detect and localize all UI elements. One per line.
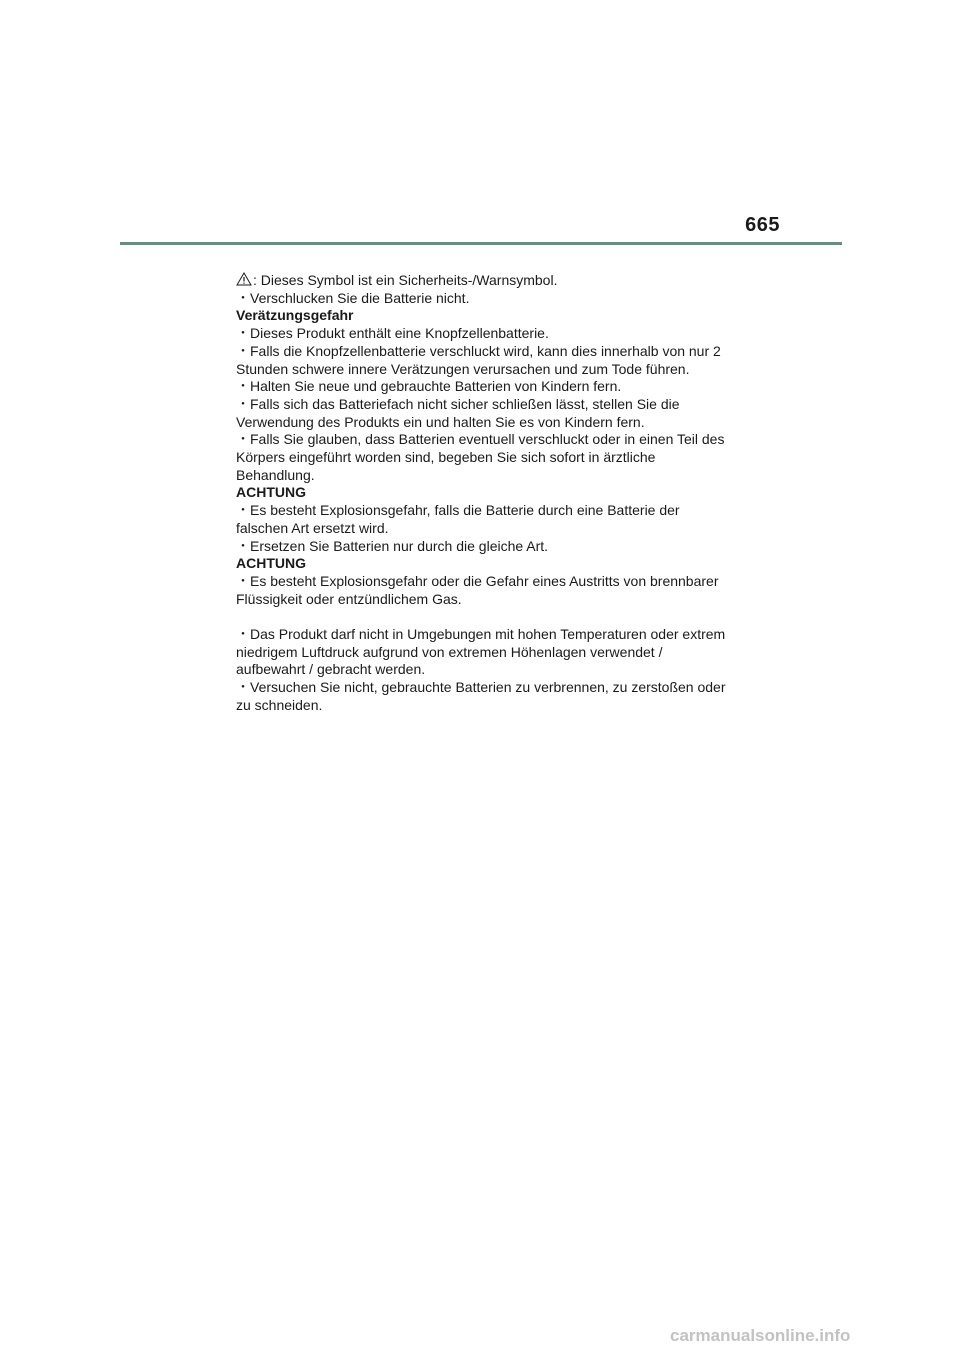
header-rule [120,242,842,245]
text-line: Stunden schwere innere Verätzungen verursachen und zum Tode führen. [236,360,690,377]
text-line: zu schneiden. [236,696,323,713]
text-line: ・Falls die Knopfzellenbatterie verschluckt wird, kann dies innerhalb von nur 2 [236,342,721,359]
text-line: falschen Art ersetzt wird. [236,519,389,536]
warning-symbol-text: : Dieses Symbol ist ein Sicherheits-/Warnsymbol. [253,272,558,288]
text-line: Flüssigkeit oder entzündlichem Gas. [236,590,462,607]
text-line: Verwendung des Produkts ein und halten Sie es von Kindern fern. [236,413,645,430]
text-line: ・Versuchen Sie nicht, gebrauchte Batterien zu verbrennen, zu zerstoßen oder [236,679,726,696]
text-line: ・Das Produkt darf nicht in Umgebungen mit hohen Temperaturen oder extrem [236,626,726,643]
text-line: niedrigem Luftdruck aufgrund von extremen Höhenlagen verwendet / [236,643,663,660]
text-line: ・Dieses Produkt enthält eine Knopfzellenbatterie. [236,325,549,342]
text-line: ・Halten Sie neue und gebrauchte Batterien von Kindern fern. [236,378,622,395]
warning-symbol-line [236,272,736,290]
watermark-text: carmanualsonline.info [670,1326,851,1345]
text-line: ・Falls sich das Batteriefach nicht sicher schließen lässt, stellen Sie die [236,395,680,412]
section-heading: Verätzungsgefahr [236,307,354,324]
text-line: ・Es besteht Explosionsgefahr, falls die Batterie durch eine Batterie der [236,502,680,519]
blank-line [236,608,736,626]
text-line: ・Ersetzen Sie Batterien nur durch die gleiche Art. [236,537,549,554]
text-line: ・Verschlucken Sie die Batterie nicht. [236,289,470,306]
warning-triangle-icon [236,272,252,286]
section-heading: ACHTUNG [236,555,306,572]
text-line: ・Es besteht Explosionsgefahr oder die Gefahr eines Austritts von brennbarer [236,572,719,589]
text-line: ・Falls Sie glauben, dass Batterien eventuell verschluckt oder in einen Teil des [236,431,725,448]
document-body [236,272,736,715]
section-heading: ACHTUNG [236,484,306,501]
text-line: Körpers eingeführt worden sind, begeben Sie sich sofort in ärztliche [236,449,656,466]
text-line: aufbewahrt / gebracht werden. [236,661,426,678]
page-number: 665 [745,214,780,236]
text-line: Behandlung. [236,466,315,483]
